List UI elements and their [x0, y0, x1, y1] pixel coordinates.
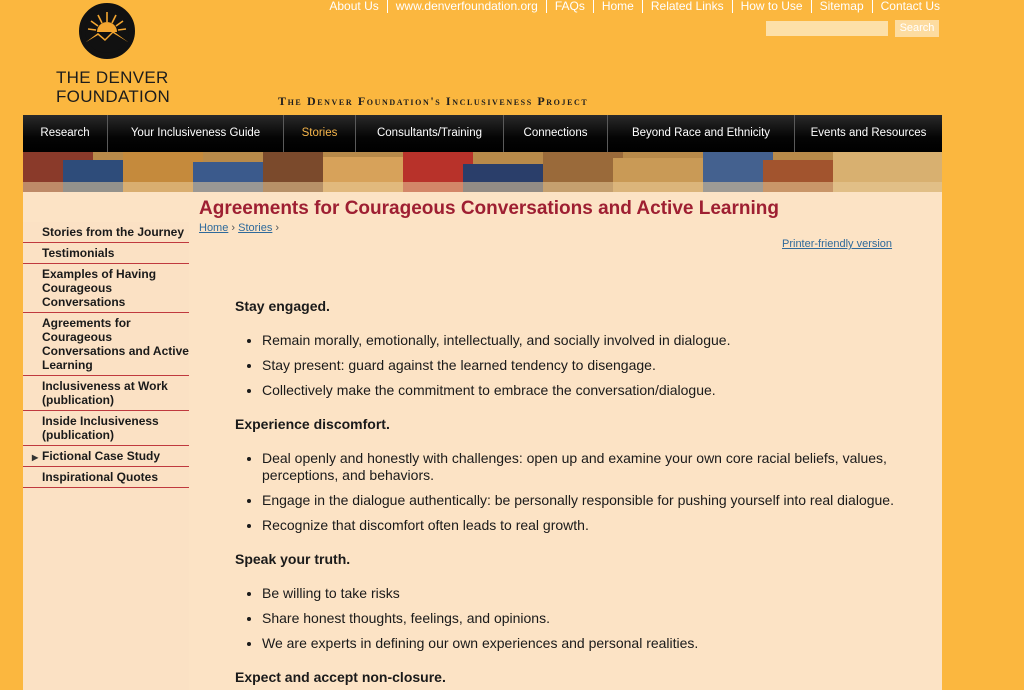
top-link-how-to-use[interactable]: How to Use	[733, 0, 812, 13]
sun-mountain-icon	[78, 2, 136, 60]
sidebar-item-agreements[interactable]	[23, 313, 189, 376]
sidebar-item-inclusiveness-at-work[interactable]	[23, 376, 189, 411]
section-heading: Speak your truth.	[235, 551, 351, 567]
top-links	[321, 0, 940, 13]
section-heading: Stay engaged.	[235, 298, 330, 314]
nav-stories[interactable]: Stories	[284, 115, 356, 152]
triangle-right-icon: ▶	[32, 453, 39, 462]
nav-inclusiveness-guide[interactable]: Your Inclusiveness Guide	[108, 115, 284, 152]
search-button[interactable]: Search	[895, 20, 939, 37]
project-title: The Denver Foundation's Inclusiveness Project	[278, 94, 589, 108]
list-item: • Engage in the dialogue authentically: be personally responsible for pushing yourself into real dialogue.	[262, 492, 915, 509]
top-link-related-links[interactable]: Related Links	[643, 0, 733, 13]
search-input[interactable]	[766, 21, 888, 36]
sidebar-item-examples[interactable]	[23, 264, 189, 313]
sidebar-item-stories-journey[interactable]	[23, 222, 189, 243]
top-link-website[interactable]: www.denverfoundation.org	[388, 0, 547, 13]
sidebar-item-fictional-case-study[interactable]	[23, 446, 189, 467]
list-item: • Recognize that discomfort often leads to real growth.	[262, 517, 915, 534]
sidebar-item-label: Fictional Case Study	[42, 449, 161, 463]
list-item: • Be willing to take risks	[262, 585, 915, 602]
top-link-home[interactable]: Home	[594, 0, 643, 13]
sidebar-item-testimonials[interactable]	[23, 243, 189, 264]
bullet-list	[262, 585, 915, 652]
top-link-faqs[interactable]: FAQs	[547, 0, 594, 13]
logo-line-2: FOUNDATION	[56, 87, 171, 106]
breadcrumb-separator: ›	[272, 222, 280, 234]
list-item: • Collectively make the commitment to embrace the conversation/dialogue.	[262, 382, 915, 399]
main-nav	[23, 115, 942, 152]
nav-consultants-training[interactable]: Consultants/Training	[356, 115, 504, 152]
top-link-sitemap[interactable]: Sitemap	[812, 0, 873, 13]
breadcrumb	[199, 222, 279, 234]
article-body	[235, 298, 915, 690]
list-item: • Share honest thoughts, feelings, and opinions.	[262, 610, 915, 627]
section-heading: Experience discomfort.	[235, 416, 390, 432]
sidebar-item-label: Inspirational Quotes	[42, 470, 159, 484]
sidebar-item-label: Examples of Having Courageous Conversations	[42, 267, 157, 309]
breadcrumb-separator: ›	[228, 222, 239, 234]
sidebar-item-label: Stories from the Journey	[42, 225, 185, 239]
bullet-list	[262, 332, 915, 399]
sidebar-item-inspirational-quotes[interactable]	[23, 467, 189, 488]
sidebar-item-label: Inside Inclusiveness (publication)	[42, 414, 159, 442]
bullet-list	[262, 450, 915, 534]
sidebar-item-label: Agreements for Courageous Conversations and Active Learning	[42, 316, 189, 372]
nav-beyond-race[interactable]: Beyond Race and Ethnicity	[608, 115, 795, 152]
sidebar-item-label: Inclusiveness at Work (publication)	[42, 379, 168, 407]
nav-connections[interactable]: Connections	[504, 115, 608, 152]
list-item: • Deal openly and honestly with challenges: open up and examine your own core racial beliefs, values, perceptions, and behaviors.	[262, 450, 915, 484]
sidebar-item-label: Testimonials	[42, 246, 115, 260]
logo-line-1: THE DENVER	[56, 68, 169, 87]
nav-events-resources[interactable]: Events and Resources	[810, 127, 927, 139]
top-link-about-us[interactable]: About Us	[321, 0, 387, 13]
list-item: • Remain morally, emotionally, intellectually, and socially involved in dialogue.	[262, 332, 915, 349]
painting-banner	[23, 152, 942, 192]
sidebar-nav	[23, 222, 189, 690]
page-title: Agreements for Courageous Conversations and Active Learning	[199, 198, 779, 219]
list-item: • Stay present: guard against the learned tendency to disengage.	[262, 357, 915, 374]
sidebar-item-inside-inclusiveness[interactable]	[23, 411, 189, 446]
section-heading: Expect and accept non-closure.	[235, 669, 446, 685]
top-link-contact-us[interactable]: Contact Us	[880, 0, 940, 13]
nav-research[interactable]: Research	[23, 115, 108, 152]
printer-friendly-link[interactable]: Printer-friendly version	[782, 238, 893, 250]
list-item: • We are experts in defining our own experiences and personal realities.	[262, 635, 915, 652]
breadcrumb-stories[interactable]: Stories	[238, 222, 273, 234]
breadcrumb-home[interactable]: Home	[199, 222, 229, 234]
